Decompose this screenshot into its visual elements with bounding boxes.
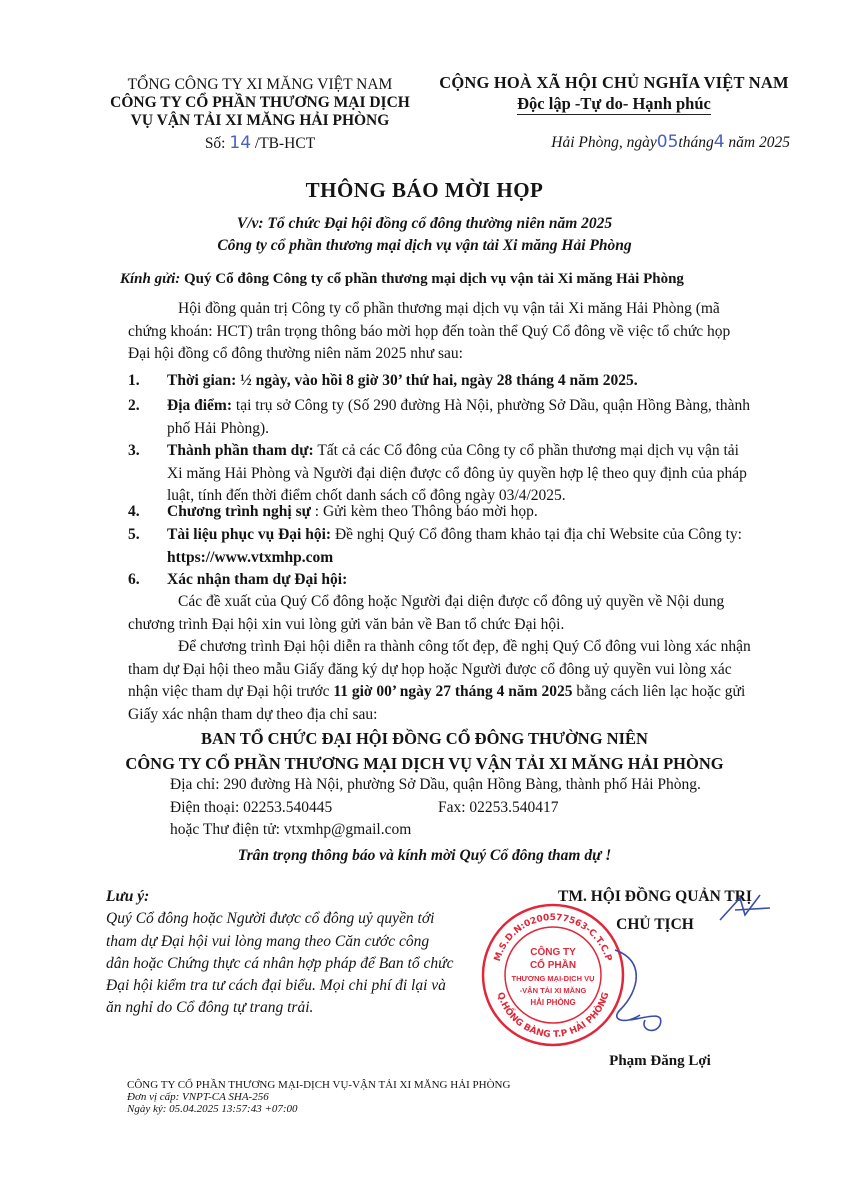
seal-line5: HẢI PHÒNG — [530, 998, 576, 1007]
contact-address: Địa chỉ: 290 đường Hà Nội, phường Sở Dầu, quận Hồng Bàng, thành phố Hải Phòng. — [170, 776, 701, 793]
note-text: Quý Cổ đông hoặc Người được cổ đông uỷ quyền tới tham dự Đại hội vui lòng mang theo Căn cước công dân hoặc Chứng thực cá nhân hợp pháp để Ban tổ chức Đại hội kiểm tra tư cách đại biểu. Mọi chi phí đi lại và ăn nghỉ do Cổ đông tự trang trải. — [106, 910, 454, 1017]
list-item — [128, 569, 753, 592]
item-label: Thành phần tham dự: — [167, 442, 314, 459]
list-item — [128, 370, 753, 393]
item-text: tại trụ sở Công ty (Số 290 đường Hà Nội, phường Sở Dầu, quận Hồng Bàng, thành phố Hải Phòng). — [167, 397, 751, 437]
seal-line4: -VẬN TẢI XI MĂNG — [519, 986, 587, 995]
doc-number-prefix: Số: — [204, 135, 230, 152]
item-number: 2. — [128, 397, 140, 414]
handwritten-signature — [585, 940, 705, 1040]
list-item — [128, 524, 753, 569]
confirm-paragraph-2 — [128, 636, 755, 726]
organizer-line2: CÔNG TY CỔ PHẦN THƯƠNG MẠI DỊCH VỤ VẬN TẢI XI MĂNG HẢI PHÒNG — [125, 754, 724, 773]
item-text: Đề nghị Quý Cổ đông tham khảo tại địa chỉ Website của Công ty: — [331, 526, 742, 543]
document-title: THÔNG BÁO MỜI HỌP — [305, 178, 544, 202]
company-name-line2: VỤ VẬN TẢI XI MĂNG HẢI PHÒNG — [130, 112, 390, 129]
item-label: Thời gian: ½ ngày, vào hồi 8 giờ 30’ thứ hai, ngày 28 tháng 4 năm 2025. — [167, 372, 638, 389]
confirm-deadline: 11 giờ 00’ ngày 27 tháng 4 năm 2025 — [333, 683, 573, 700]
subject-line1: V/v: Tổ chức Đại hội đồng cổ đông thường niên năm 2025 — [236, 215, 613, 232]
seal-ring-top-text: M.S.D.N:0200577563-C.T.C.P — [492, 913, 614, 963]
footer-issuer: Đơn vị cấp: VNPT-CA SHA-256 — [127, 1091, 269, 1103]
seal-line1: CÔNG TY — [530, 947, 576, 958]
list-item — [128, 395, 753, 440]
item-label: Tài liệu phục vụ Đại hội: — [167, 526, 332, 543]
item-label: Địa điểm: — [167, 397, 233, 414]
signature-on-behalf: TM. HỘI ĐỒNG QUẢN TRỊ — [558, 888, 752, 905]
national-motto: Độc lập -Tự do- Hạnh phúc — [517, 94, 711, 113]
doc-number-handwritten: 14 — [229, 133, 252, 153]
contact-block — [170, 774, 790, 842]
item-number: 6. — [128, 571, 140, 588]
note-heading: Lưu ý: — [106, 888, 150, 905]
date-month-handwritten: 4 — [713, 132, 725, 152]
date-year: năm 2025 — [724, 134, 790, 151]
footer-signed-date: Ngày ký: 05.04.2025 13:57:43 +07:00 — [127, 1103, 298, 1115]
date-line — [450, 132, 790, 152]
item-text: : Gửi kèm theo Thông báo mời họp. — [310, 503, 538, 520]
confirm-text-b: bằng cách liên lạc hoặc gửi Giấy xác nhận tham dự theo địa chỉ sau: — [128, 683, 746, 723]
recipient-line — [120, 271, 684, 288]
organizer-line1: BAN TỔ CHỨC ĐẠI HỘI ĐỒNG CỔ ĐÔNG THƯỜNG NIÊN — [201, 729, 648, 748]
item-number: 1. — [128, 372, 140, 389]
intro-text: Hội đồng quản trị Công ty cổ phần thương mại dịch vụ vận tải Xi măng Hải Phòng (mã chứng khoán: HCT) trân trọng thông báo mời họp đến toàn thể Quý Cổ đông về việc tổ chức họp Đại hội đồng cổ đông thường niên năm 2025 như sau: — [128, 300, 731, 362]
item-label: Chương trình nghị sự — [167, 503, 311, 520]
document-number — [95, 134, 425, 153]
intro-paragraph — [128, 298, 755, 366]
footer-company: CÔNG TY CỔ PHẦN THƯƠNG MẠI-DỊCH VỤ-VẬN TẢI XI MĂNG HẢI PHÒNG — [127, 1079, 511, 1091]
contact-fax: Fax: 02253.540417 — [438, 798, 559, 816]
date-month-word: tháng — [678, 134, 714, 151]
website-link[interactable]: https://www.vtxmhp.com — [167, 548, 334, 566]
confirm-text-a: Để chương trình Đại hội diễn ra thành công tốt đẹp, đề nghị Quý Cổ đông vui lòng xác nhận tham dự Đại hội theo mẫu Giấy đăng ký dự họp hoặc Người được cổ đông uỷ quyền vui lòng xác nhận việc tham dự Đại hội trước — [128, 638, 751, 700]
signature-role: CHỦ TỊCH — [616, 916, 694, 933]
national-header — [428, 72, 800, 116]
subject — [0, 213, 849, 257]
parent-org: TỔNG CÔNG TY XI MĂNG VIỆT NAM — [127, 76, 393, 93]
list-item — [128, 440, 753, 508]
nation-name: CỘNG HOÀ XÃ HỘI CHỦ NGHĨA VIỆT NAM — [439, 73, 789, 92]
closing-line: Trân trọng thông báo và kính mời Quý Cổ đông tham dự ! — [237, 847, 612, 864]
seal-line3: THƯƠNG MẠI-DỊCH VỤ — [511, 974, 595, 983]
contact-email[interactable]: hoặc Thư điện tử: vtxmhp@gmail.com — [170, 821, 412, 838]
initial-mark — [715, 890, 775, 930]
item-text: Tất cả các Cổ đông của Công ty cổ phần thương mại dịch vụ vận tải Xi măng Hải Phòng và Người đại diện được cổ đông ủy quyền hợp lệ theo quy định của pháp luật, tính đến thời điểm chốt danh sách cổ đông ngày 03/4/2025. — [167, 442, 747, 504]
digital-signature-info — [127, 1079, 607, 1115]
note-block — [106, 886, 456, 1020]
confirm-section — [128, 591, 755, 726]
contact-phone-fax — [170, 797, 790, 820]
confirm-paragraph-1: Các đề xuất của Quý Cổ đông hoặc Người đại diện được cổ đông uỷ quyền về Nội dung chương trình Đại hội xin vui lòng gửi văn bản về Ban tổ chức Đại hội. — [128, 593, 725, 633]
list-item — [128, 501, 753, 524]
item-label: Xác nhận tham dự Đại hội: — [167, 571, 348, 588]
recipient-label: Kính gửi: — [120, 271, 181, 287]
item-number: 4. — [128, 503, 140, 520]
doc-number-suffix: /TB-HCT — [251, 135, 316, 152]
contact-phone: Điện thoại: 02253.540445 — [170, 798, 333, 816]
issuer-block — [95, 76, 425, 153]
date-place: Hải Phòng, ngày — [551, 134, 657, 151]
signer-name: Phạm Đăng Lợi — [609, 1053, 711, 1069]
company-name-line1: CÔNG TY CỔ PHẦN THƯƠNG MẠI DỊCH — [110, 94, 410, 111]
item-number: 3. — [128, 442, 140, 459]
item-number: 5. — [128, 526, 140, 543]
recipient-name: Quý Cổ đông Công ty cổ phần thương mại dịch vụ vận tải Xi măng Hải Phòng — [180, 271, 684, 287]
subject-line2: Công ty cổ phần thương mại dịch vụ vận tải Xi măng Hải Phòng — [217, 237, 632, 254]
date-day-handwritten: 05 — [656, 132, 679, 152]
seal-ring-bottom-text: Q.HỒNG BÀNG T.P HẢI PHÒNG — [494, 991, 612, 1041]
seal-line2: CỔ PHẦN — [529, 960, 577, 971]
